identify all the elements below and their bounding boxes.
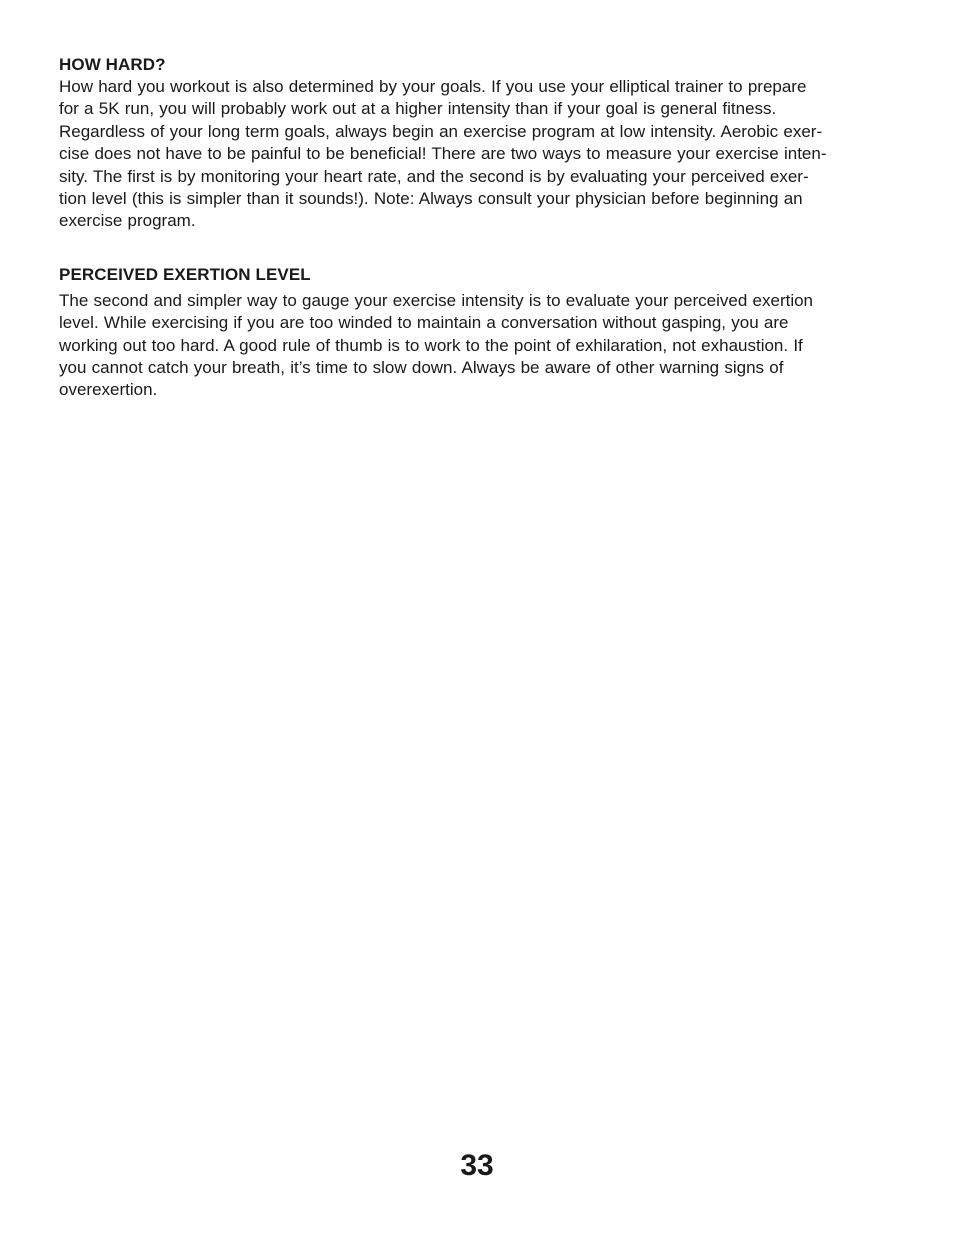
paragraph-line: cise does not have to be painful to be beneficial! There are two ways to measure your exercise inten- [59, 144, 827, 164]
paragraph-line: you cannot catch your breath, it’s time to slow down. Always be aware of other warning signs of [59, 358, 784, 378]
section-how-hard [59, 54, 891, 233]
paragraph-line: How hard you workout is also determined by your goals. If you use your elliptical trainer to prepare [59, 77, 807, 96]
paragraph-line: The second and simpler way to gauge your exercise intensity is to evaluate your perceived exertion [59, 290, 814, 310]
paragraph-line: working out too hard. A good rule of thumb is to work to the point of exhilaration, not exhaustion. If [59, 335, 803, 355]
page-content [59, 54, 891, 402]
section-paragraph [59, 76, 891, 233]
section-heading: PERCEIVED EXERTION LEVEL [59, 264, 311, 284]
paragraph-line: Regardless of your long term goals, always begin an exercise program at low intensity. Aerobic exer- [59, 121, 823, 141]
section-heading: HOW HARD? [59, 55, 166, 74]
paragraph-line: exercise program. [59, 211, 196, 231]
section-perceived-exertion [59, 264, 891, 402]
paragraph-line: level. While exercising if you are too winded to maintain a conversation without gasping, you are [59, 313, 789, 333]
paragraph-line: tion level (this is simpler than it sounds!). Note: Always consult your physician before beginning an [59, 189, 803, 209]
section-paragraph [59, 290, 891, 402]
paragraph-line: for a 5K run, you will probably work out at a higher intensity than if your goal is general fitness. [59, 99, 777, 119]
page-number: 33 [460, 1149, 494, 1182]
paragraph-line: overexertion. [59, 380, 158, 400]
paragraph-line: sity. The first is by monitoring your heart rate, and the second is by evaluating your perceived exer- [59, 166, 809, 186]
